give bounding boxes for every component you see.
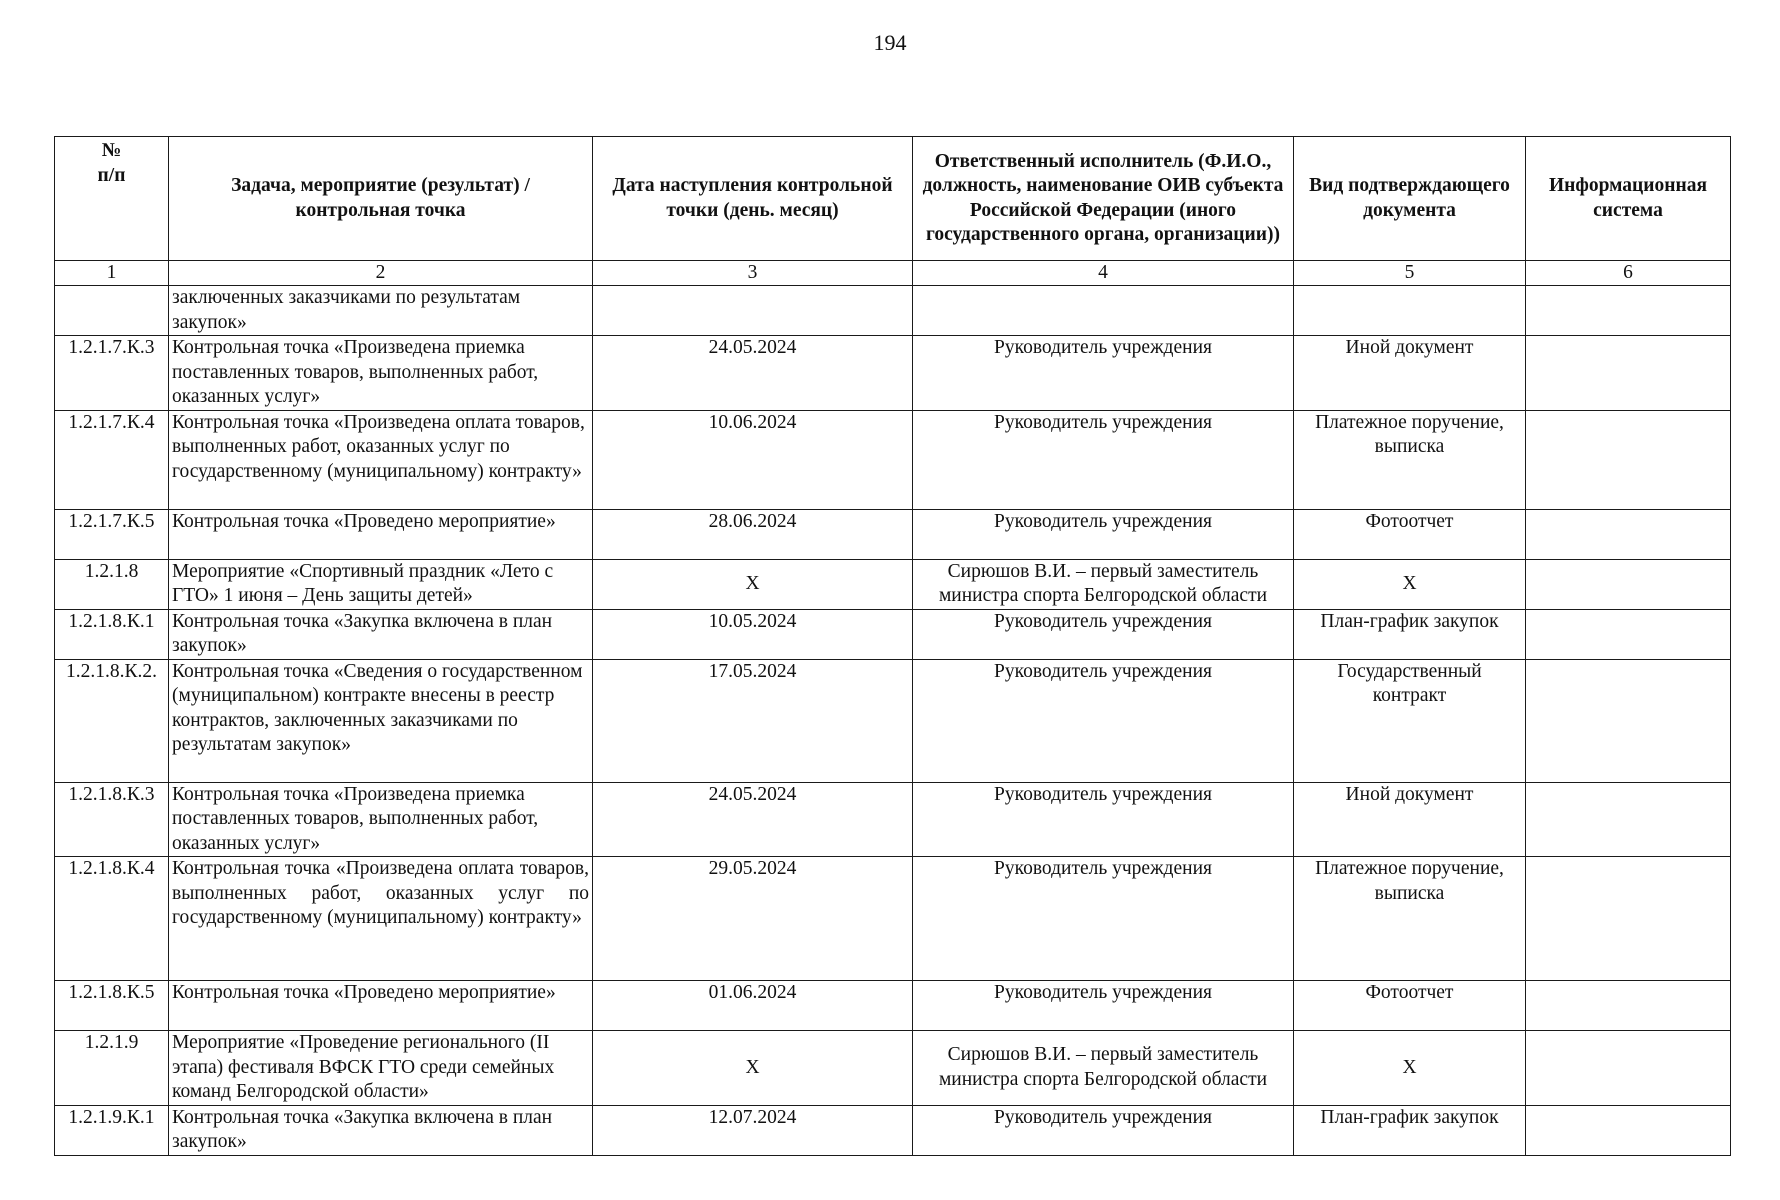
cell-num: 1.2.1.8.К.2. [55,659,169,782]
cell-num: 1.2.1.8 [55,559,169,609]
cell-responsible: Руководитель учреждения [913,609,1294,659]
table-row [55,1105,1731,1155]
cell-responsible: Руководитель учреждения [913,1105,1294,1155]
column-number: 1 [55,261,169,286]
header-num: № п/п [55,137,169,261]
cell-num: 1.2.1.7.К.4 [55,410,169,509]
cell-system [1526,857,1731,981]
cell-task: Контрольная точка «Произведена оплата товаров, выполненных работ, оказанных услуг по государственному (муниципальному) контракту» [169,857,593,981]
cell-date: 10.05.2024 [593,609,913,659]
cell-system [1526,609,1731,659]
cell-num: 1.2.1.8.К.1 [55,609,169,659]
cell-task: Контрольная точка «Произведена приемка поставленных товаров, выполненных работ, оказанных услуг» [169,336,593,411]
cell-system [1526,410,1731,509]
table-row [55,410,1731,509]
cell-date: 01.06.2024 [593,981,913,1031]
cell-document: Фотоотчет [1294,509,1526,559]
cell-system [1526,286,1731,336]
cell-document: Х [1294,559,1526,609]
cell-task: Контрольная точка «Проведено мероприятие» [169,981,593,1031]
cell-date: Х [593,1031,913,1106]
cell-date: 24.05.2024 [593,782,913,857]
table-row [55,857,1731,981]
column-number: 3 [593,261,913,286]
table-row [55,1031,1731,1106]
cell-task: Контрольная точка «Произведена оплата товаров, выполненных работ, оказанных услуг по государственному (муниципальному) контракту» [169,410,593,509]
cell-task: Мероприятие «Проведение регионального (II этапа) фестиваля ВФСК ГТО среди семейных команд Белгородской области» [169,1031,593,1106]
control-points-table [54,136,1731,1156]
header-task: Задача, мероприятие (результат) / контрольная точка [169,137,593,261]
column-number: 5 [1294,261,1526,286]
cell-num [55,286,169,336]
cell-task: Контрольная точка «Закупка включена в план закупок» [169,1105,593,1155]
cell-num: 1.2.1.8.К.5 [55,981,169,1031]
cell-date [593,286,913,336]
cell-document: План-график закупок [1294,1105,1526,1155]
table-row [55,336,1731,411]
column-number: 6 [1526,261,1731,286]
table-row [55,509,1731,559]
cell-system [1526,782,1731,857]
cell-document: Платежное поручение, выписка [1294,410,1526,509]
cell-document: Иной документ [1294,782,1526,857]
cell-task: Контрольная точка «Закупка включена в план закупок» [169,609,593,659]
cell-responsible [913,286,1294,336]
cell-task: Контрольная точка «Произведена приемка поставленных товаров, выполненных работ, оказанных услуг» [169,782,593,857]
cell-date: 28.06.2024 [593,509,913,559]
cell-num: 1.2.1.8.К.4 [55,857,169,981]
cell-task: Контрольная точка «Проведено мероприятие» [169,509,593,559]
cell-responsible: Руководитель учреждения [913,336,1294,411]
cell-date: 29.05.2024 [593,857,913,981]
cell-responsible: Руководитель учреждения [913,981,1294,1031]
cell-system [1526,509,1731,559]
page-number: 194 [873,30,907,55]
cell-system [1526,981,1731,1031]
cell-date: 12.07.2024 [593,1105,913,1155]
cell-date: 10.06.2024 [593,410,913,509]
cell-document: План-график закупок [1294,609,1526,659]
cell-system [1526,659,1731,782]
table-row [55,981,1731,1031]
header-responsible: Ответственный исполнитель (Ф.И.О., должность, наименование ОИВ субъекта Российской Федерации (иного государственного органа, организации)) [913,137,1294,261]
header-document: Вид подтверждающего документа [1294,137,1526,261]
cell-system [1526,1105,1731,1155]
cell-document: Х [1294,1031,1526,1106]
table-row [55,286,1731,336]
column-number: 2 [169,261,593,286]
cell-responsible: Сирюшов В.И. – первый заместитель министра спорта Белгородской области [913,559,1294,609]
cell-num: 1.2.1.7.К.3 [55,336,169,411]
cell-date: Х [593,559,913,609]
cell-system [1526,1031,1731,1106]
cell-document: Государственный контракт [1294,659,1526,782]
cell-document: Фотоотчет [1294,981,1526,1031]
cell-task: заключенных заказчиками по результатам закупок» [169,286,593,336]
cell-document [1294,286,1526,336]
cell-num: 1.2.1.9.К.1 [55,1105,169,1155]
cell-responsible: Руководитель учреждения [913,782,1294,857]
header-system: Информационная система [1526,137,1731,261]
cell-date: 17.05.2024 [593,659,913,782]
cell-responsible: Руководитель учреждения [913,509,1294,559]
cell-num: 1.2.1.7.К.5 [55,509,169,559]
table-row [55,609,1731,659]
cell-task: Мероприятие «Спортивный праздник «Лето с ГТО» 1 июня – День защиты детей» [169,559,593,609]
cell-document: Платежное поручение, выписка [1294,857,1526,981]
cell-document: Иной документ [1294,336,1526,411]
header-date: Дата наступления контрольной точки (день. месяц) [593,137,913,261]
cell-task: Контрольная точка «Сведения о государственном (муниципальном) контракте внесены в реестр контрактов, заключенных заказчиками по результатам закупок» [169,659,593,782]
table-row [55,782,1731,857]
table-row [55,659,1731,782]
column-number-row [55,261,1731,286]
column-number: 4 [913,261,1294,286]
table-row [55,559,1731,609]
cell-num: 1.2.1.9 [55,1031,169,1106]
cell-num: 1.2.1.8.К.3 [55,782,169,857]
cell-responsible: Руководитель учреждения [913,410,1294,509]
cell-responsible: Руководитель учреждения [913,857,1294,981]
cell-responsible: Сирюшов В.И. – первый заместитель министра спорта Белгородской области [913,1031,1294,1106]
cell-system [1526,559,1731,609]
cell-responsible: Руководитель учреждения [913,659,1294,782]
cell-date: 24.05.2024 [593,336,913,411]
header-row [55,137,1731,261]
cell-system [1526,336,1731,411]
